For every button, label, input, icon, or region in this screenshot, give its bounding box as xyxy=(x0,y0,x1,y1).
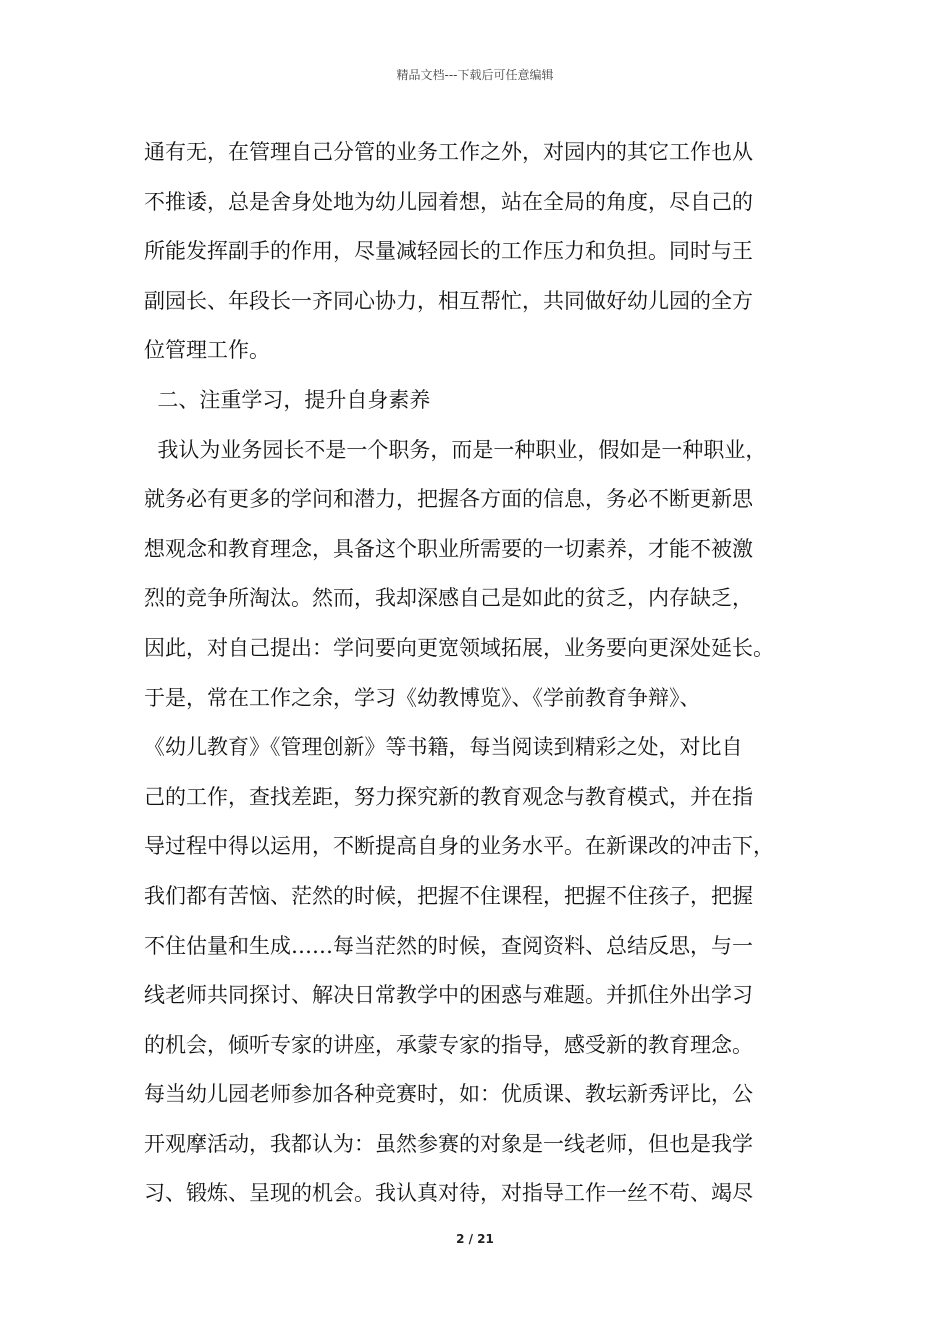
text-line: 我们都有苦恼、茫然的时候，把握不住课程，把握不住孩子，把握 xyxy=(144,883,753,908)
text-line: 线老师共同探讨、解决日常教学中的困惑与难题。并抓住外出学习 xyxy=(144,983,753,1008)
text-line: 《幼儿教育》《管理创新》等书籍，每当阅读到精彩之处，对比自 xyxy=(144,735,743,760)
text-line: 烈的竞争所淘汰。然而，我却深感自己是如此的贫乏，内存缺乏， xyxy=(144,586,753,611)
text-line: 习、锻炼、呈现的机会。我认真对待，对指导工作一丝不苟、竭尽 xyxy=(144,1181,753,1206)
text-line: 不推诿，总是舍身处地为幼儿园着想，站在全局的角度，尽自己的 xyxy=(144,189,753,214)
text-line: 不住估量和生成……每当茫然的时候，查阅资料、总结反思，与一 xyxy=(144,933,753,958)
page-header: 精品文档---下载后可任意编辑 xyxy=(396,68,554,82)
text-line: 副园长、年段长一齐同心协力，相互帮忙，共同做好幼儿园的全方 xyxy=(144,288,753,313)
text-line: 想观念和教育理念，具备这个职业所需要的一切素养，才能不被激 xyxy=(144,536,753,561)
text-line: 己的工作，查找差距，努力探究新的教育观念与教育模式，并在指 xyxy=(144,784,753,809)
section-heading: 二、注重学习，提升自身素养 xyxy=(144,387,431,412)
text-line: 于是，常在工作之余，学习《幼教博览》、《学前教育争辩》、 xyxy=(144,685,701,710)
text-line: 导过程中得以运用，不断提高自身的业务水平。在新课改的冲击下， xyxy=(144,834,774,859)
text-line: 每当幼儿园老师参加各种竞赛时，如：优质课、教坛新秀评比，公 xyxy=(144,1082,753,1107)
text-line: 通有无，在管理自己分管的业务工作之外，对园内的其它工作也从 xyxy=(144,140,753,164)
text-line: 因此，对自己提出：学问要向更宽领域拓展，业务要向更深处延长。 xyxy=(144,635,774,660)
text-line: 所能发挥副手的作用，尽量减轻园长的工作压力和负担。同时与王 xyxy=(144,239,753,264)
document-body xyxy=(144,128,824,1219)
text-line: 就务必有更多的学问和潜力，把握各方面的信息，务必不断更新思 xyxy=(144,487,753,512)
page-number: 2 / 21 xyxy=(456,1232,494,1246)
text-line: 开观摩活动，我都认为：虽然参赛的对象是一线老师，但也是我学 xyxy=(144,1131,753,1156)
text-line: 我认为业务园长不是一个职务，而是一种职业，假如是一种职业， xyxy=(144,437,767,462)
text-line: 位管理工作。 xyxy=(144,338,270,363)
text-line: 的机会，倾听专家的讲座，承蒙专家的指导，感受新的教育理念。 xyxy=(144,1032,753,1057)
